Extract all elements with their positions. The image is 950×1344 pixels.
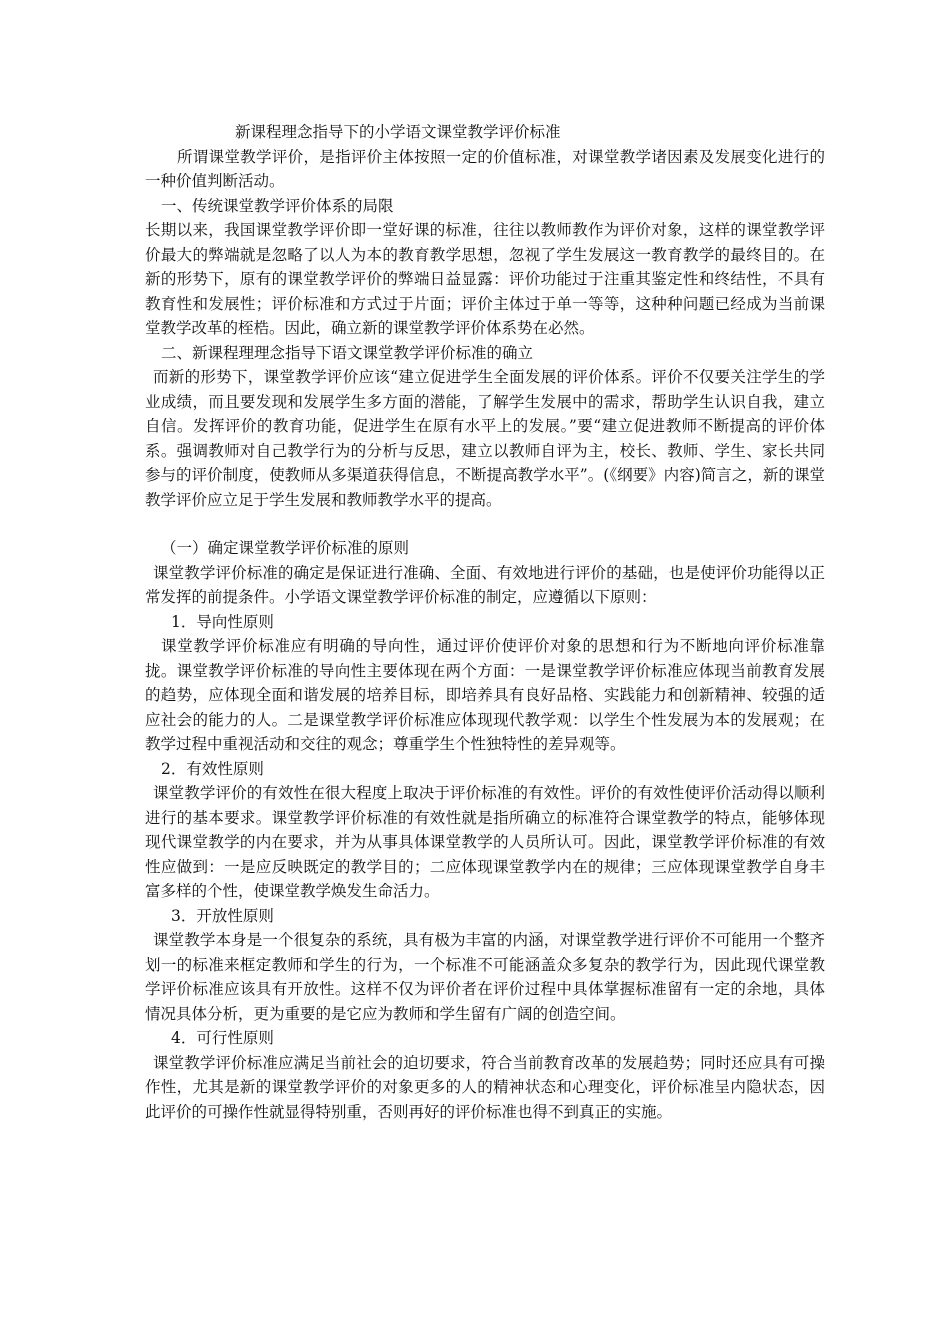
principle-3-heading: 3．开放性原则 [171,906,274,925]
principle-3-body: 课堂教学本身是一个很复杂的系统，具有极为丰富的内涵，对课堂教学进行评价不可能用一个整齐划一的标准来框定教师和学生的行为，一个标准不可能涵盖众多复杂的教学行为，因此现代课堂教学评价标准应该具有开放性。这样不仅为评价者在评价过程中具体掌握标准留有一定的余地，具体情况具体分析，更为重要的是它应为教师和学生留有广阔的创造空间。 [145,931,825,1023]
section1-heading: 一、传统课堂教学评价体系的局限 [161,196,394,215]
principle-1-heading: 1．导向性原则 [171,612,274,631]
section2-heading: 二、新课程理理念指导下语文课堂教学评价标准的确立 [161,343,534,362]
principle-2-body: 课堂教学评价的有效性在很大程度上取决于评价标准的有效性。评价的有效性使评价活动得以顺利进行的基本要求。课堂教学评价标准的有效性就是指所确立的标准符合课堂教学的特点，能够体现现代课堂教学的内在要求，并为从事具体课堂教学的人员所认可。因此，课堂教学评价标准的有效性应做到：一是应反映既定的教学目的；二应体现课堂教学内在的规律；三应体现课堂教学自身丰富多样的个性，使课堂教学焕发生命活力。 [145,784,825,900]
principle-1-body: 课堂教学评价标准应有明确的导向性，通过评价使评价对象的思想和行为不断地向评价标准靠拢。课堂教学评价标准的导向性主要体现在两个方面：一是课堂教学评价标准应体现当前教育发展的趋势，应体现全面和谐发展的培养目标，即培养具有良好品格、实践能力和创新精神、较强的适应社会的能力的人。二是课堂教学评价标准应体现现代教学观：以学生个性发展为本的发展观；在教学过程中重视活动和交往的观念；尊重学生个性独特性的差异观等。 [145,637,825,753]
document-page [145,120,825,1124]
section2-body: 而新的形势下，课堂教学评价应该“建立促进学生全面发展的评价体系。评价不仅要关注学生的学业成绩，而且要发现和发展学生多方面的潜能，了解学生发展中的需求，帮助学生认识自我，建立自信。发挥评价的教育功能，促进学生在原有水平上的发展。”要“建立促进教师不断提高的评价体系。强调教师对自己教学行为的分析与反思，建立以教师自评为主，校长、教师、学生、家长共同参与的评价制度，使教师从多渠道获得信息，不断提高教学水平”。(《纲要》内容)简言之，新的课堂教学评价应立足于学生发展和教师教学水平的提高。 [145,368,825,509]
blank-line [145,512,825,536]
document-title: 新课程理念指导下的小学语文课堂教学评价标准 [235,123,561,141]
principle-2-heading: 2．有效性原则 [161,759,264,778]
subsection-heading: （一）确定课堂教学评价标准的原则 [161,539,410,557]
section1-body: 长期以来，我国课堂教学评价即一堂好课的标准，往往以教师教作为评价对象，这样的课堂教学评价最大的弊端就是忽略了以人为本的教育教学思想，忽视了学生发展这一教育教学的最终目的。在新的形势下，原有的课堂教学评价的弊端日益显露：评价功能过于注重其鉴定性和终结性，不具有教育性和发展性；评价标准和方式过于片面；评价主体过于单一等等，这种种问题已经成为当前课堂教学改革的桎梏。因此，确立新的课堂教学评价体系势在必然。 [145,221,825,337]
subsection-body: 课堂教学评价标准的确定是保证进行准确、全面、有效地进行评价的基础，也是使评价功能得以正常发挥的前提条件。小学语文课堂教学评价标准的制定，应遵循以下原则： [145,563,825,606]
intro-paragraph: 所谓课堂教学评价，是指评价主体按照一定的价值标准，对课堂教学诸因素及发展变化进行的一种价值判断活动。 [145,147,825,190]
principle-4-heading: 4．可行性原则 [171,1029,274,1047]
principle-4-body: 课堂教学评价标准应满足当前社会的迫切要求，符合当前教育改革的发展趋势；同时还应具有可操作性，尤其是新的课堂教学评价的对象更多的人的精神状态和心理变化，评价标准呈内隐状态，因此评价的可操作性就显得特别重，否则再好的评价标准也得不到真正的实施。 [145,1053,825,1121]
